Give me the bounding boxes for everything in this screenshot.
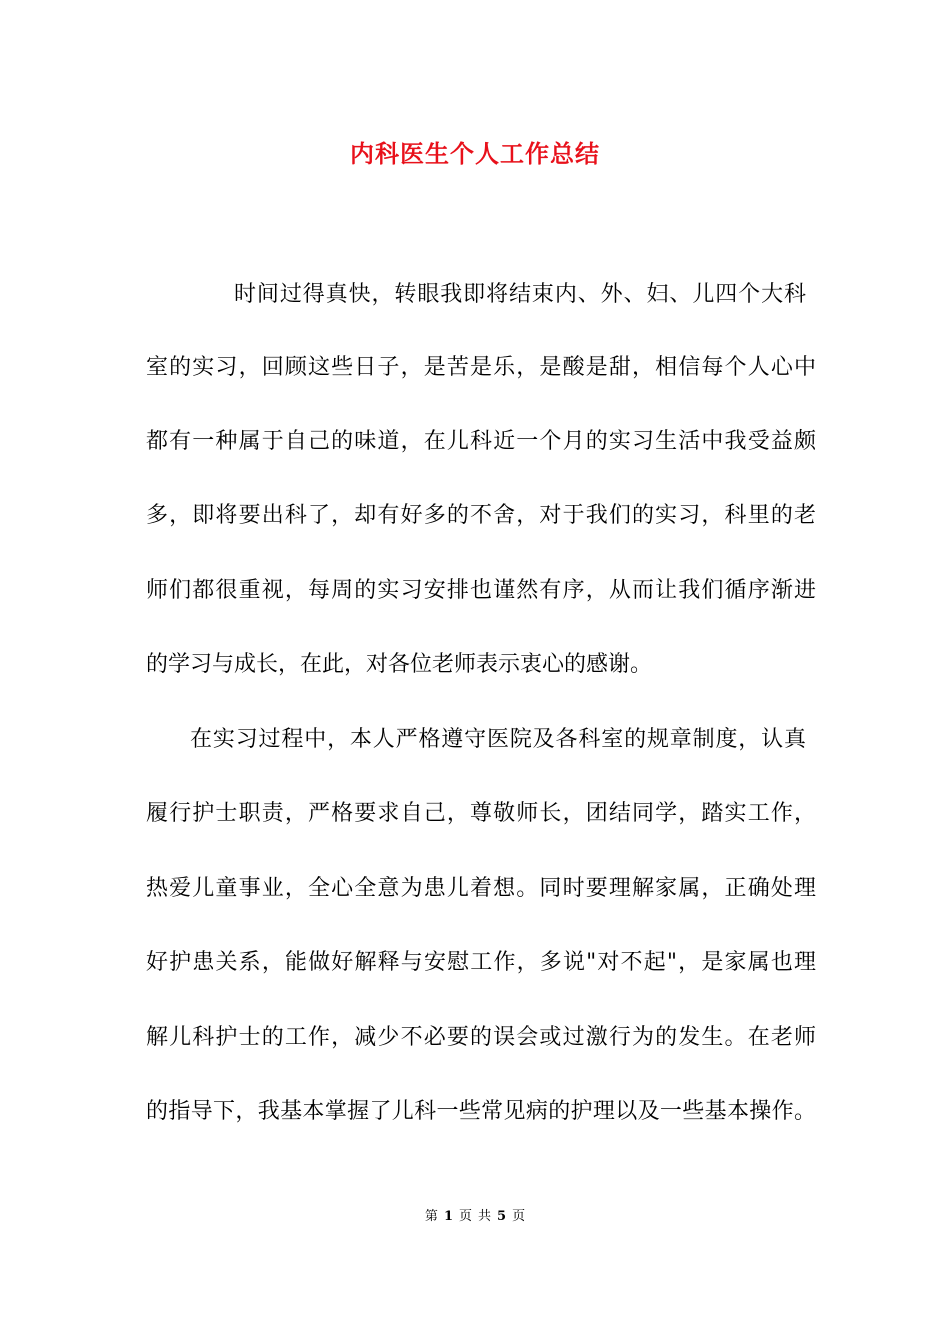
paragraph-1-line-5: 师们都很重视，每周的实习安排也谨然有序，从而让我们循序渐进 <box>146 578 816 603</box>
paragraph-2-line-5: 解儿科护士的工作，减少不必要的误会或过激行为的发生。在老师 <box>146 1025 816 1050</box>
footer-total-pages: 5 <box>497 1209 507 1224</box>
document-title: 内科医生个人工作总结 <box>350 139 600 168</box>
page-footer <box>0 1208 950 1226</box>
footer-page-word: 页 <box>458 1209 472 1224</box>
footer-total-word: 共 <box>478 1209 492 1224</box>
paragraph-1-line-1: 时间过得真快，转眼我即将结束内、外、妇、儿四个大科 <box>234 282 806 307</box>
paragraph-2-line-6: 的指导下，我基本掌握了儿科一些常见病的护理以及一些基本操作。 <box>146 1099 816 1124</box>
footer-prefix: 第 <box>424 1209 438 1224</box>
paragraph-2-line-3: 热爱儿童事业，全心全意为患儿着想。同时要理解家属，正确处理 <box>146 876 816 901</box>
paragraph-2-line-2: 履行护士职责，严格要求自己，尊敬师长，团结同学，踏实工作， <box>146 801 816 826</box>
paragraph-1-line-6: 的学习与成长，在此，对各位老师表示衷心的感谢。 <box>146 652 653 677</box>
footer-current-page: 1 <box>443 1209 453 1224</box>
paragraph-2-line-1: 在实习过程中，本人严格遵守医院及各科室的规章制度，认真 <box>190 727 806 752</box>
paragraph-1-line-4: 多，即将要出科了，却有好多的不舍，对于我们的实习，科里的老 <box>146 503 816 528</box>
paragraph-1-line-3: 都有一种属于自己的味道，在儿科近一个月的实习生活中我受益颇 <box>146 429 816 454</box>
paragraph-1-line-2: 室的实习，回顾这些日子，是苦是乐，是酸是甜，相信每个人心中 <box>146 355 816 380</box>
paragraph-2-line-4: 好护患关系，能做好解释与安慰工作，多说"对不起"，是家属也理 <box>146 950 816 975</box>
footer-suffix: 页 <box>512 1209 526 1224</box>
